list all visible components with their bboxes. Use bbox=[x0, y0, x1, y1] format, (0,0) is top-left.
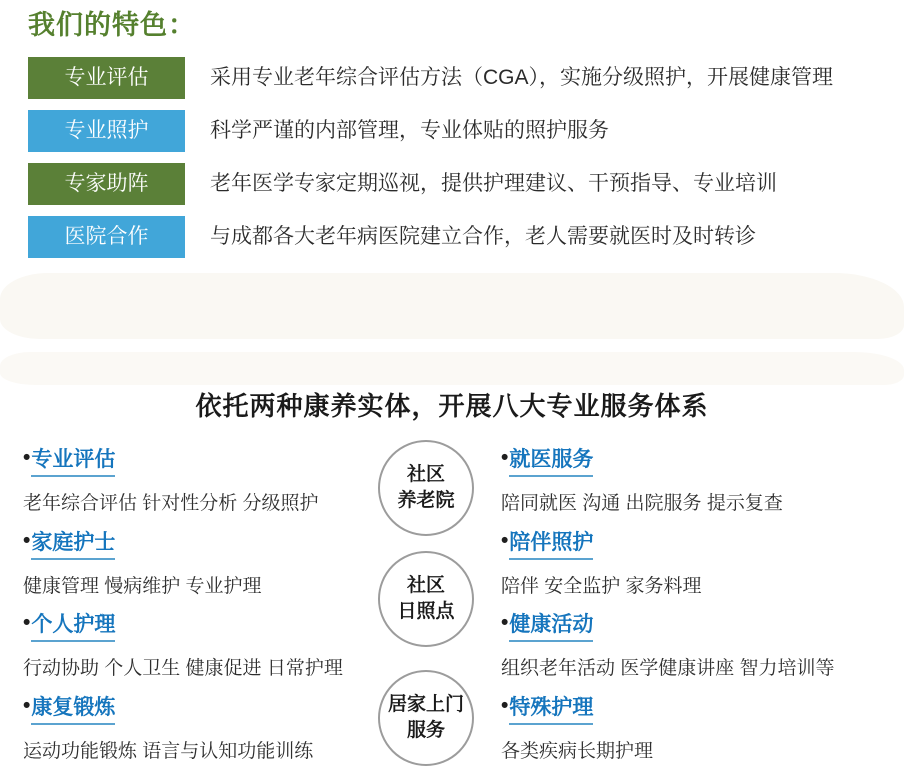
entity-line: 日照点 bbox=[397, 601, 455, 622]
service-link[interactable]: 康复锻炼 bbox=[31, 691, 115, 725]
service-link[interactable]: 个人护理 bbox=[31, 608, 115, 642]
service-link[interactable]: 特殊护理 bbox=[509, 691, 593, 725]
service-description: 老年综合评估 针对性分析 分级照护 bbox=[23, 493, 319, 514]
bullet-icon: • bbox=[23, 446, 31, 469]
service-title-row bbox=[23, 526, 383, 560]
entity-circle-community-daycare bbox=[378, 551, 474, 647]
feature-row bbox=[28, 57, 888, 99]
features-heading: 我们的特色： bbox=[28, 10, 196, 40]
feature-description: 与成都各大老年病医院建立合作，老人需要就医时及时转诊 bbox=[210, 225, 756, 248]
service-description: 运动功能锻炼 语言与认知功能训练 bbox=[23, 741, 314, 762]
feature-badge: 医院合作 bbox=[28, 216, 185, 258]
service-title-row bbox=[501, 608, 861, 642]
entity-line: 服务 bbox=[406, 720, 445, 741]
entity-circle-home-visit-service bbox=[378, 670, 474, 766]
service-item-health-activities bbox=[501, 608, 861, 680]
service-link[interactable]: 家庭护士 bbox=[31, 526, 115, 560]
feature-badge: 专业照护 bbox=[28, 110, 185, 152]
background-texture bbox=[0, 352, 904, 385]
service-item-personal-care bbox=[23, 608, 383, 680]
service-title-row bbox=[23, 608, 383, 642]
service-link[interactable]: 专业评估 bbox=[31, 443, 115, 477]
service-title-row bbox=[501, 526, 861, 560]
service-item-family-nurse bbox=[23, 526, 383, 598]
feature-badge: 专家助阵 bbox=[28, 163, 185, 205]
feature-row bbox=[28, 216, 888, 258]
bullet-icon: • bbox=[23, 694, 31, 717]
service-title-row bbox=[23, 443, 383, 477]
service-link[interactable]: 就医服务 bbox=[509, 443, 593, 477]
feature-description: 科学严谨的内部管理，专业体贴的照护服务 bbox=[210, 119, 609, 142]
feature-row bbox=[28, 163, 888, 205]
service-link[interactable]: 健康活动 bbox=[509, 608, 593, 642]
service-description: 各类疾病长期护理 bbox=[501, 741, 654, 762]
service-description: 陪同就医 沟通 出院服务 提示复查 bbox=[501, 493, 783, 514]
entity-line: 社区 bbox=[406, 464, 445, 486]
service-item-professional-assessment bbox=[23, 443, 383, 515]
bullet-icon: • bbox=[23, 529, 31, 552]
service-description: 健康管理 慢病维护 专业护理 bbox=[23, 576, 262, 597]
service-item-medical-escort bbox=[501, 443, 861, 515]
bullet-icon: • bbox=[23, 611, 31, 634]
service-item-special-nursing bbox=[501, 691, 861, 763]
bullet-icon: • bbox=[501, 446, 509, 469]
service-item-companion-care bbox=[501, 526, 861, 598]
bullet-icon: • bbox=[501, 611, 509, 634]
service-description: 组织老年活动 医学健康讲座 智力培训等 bbox=[501, 658, 835, 679]
feature-description: 老年医学专家定期巡视，提供护理建议、干预指导、专业培训 bbox=[210, 172, 777, 195]
background-texture bbox=[0, 273, 904, 339]
service-title-row bbox=[501, 443, 861, 477]
service-title-row bbox=[23, 691, 383, 725]
service-link[interactable]: 陪伴照护 bbox=[509, 526, 593, 560]
entity-line: 养老院 bbox=[397, 490, 455, 511]
service-description: 陪伴 安全监护 家务料理 bbox=[501, 576, 702, 597]
service-title-row bbox=[501, 691, 861, 725]
service-item-rehab-exercise bbox=[23, 691, 383, 763]
feature-row bbox=[28, 110, 888, 152]
service-description: 行动协助 个人卫生 健康促进 日常护理 bbox=[23, 658, 343, 679]
bullet-icon: • bbox=[501, 694, 509, 717]
entity-line: 居家上门 bbox=[387, 694, 464, 716]
entity-line: 社区 bbox=[406, 575, 445, 597]
services-heading: 依托两种康养实体，开展八大专业服务体系 bbox=[195, 391, 709, 421]
bullet-icon: • bbox=[501, 529, 509, 552]
entity-circle-community-nursing-home bbox=[378, 440, 474, 536]
feature-badge: 专业评估 bbox=[28, 57, 185, 99]
feature-description: 采用专业老年综合评估方法（CGA），实施分级照护，开展健康管理 bbox=[210, 66, 834, 89]
